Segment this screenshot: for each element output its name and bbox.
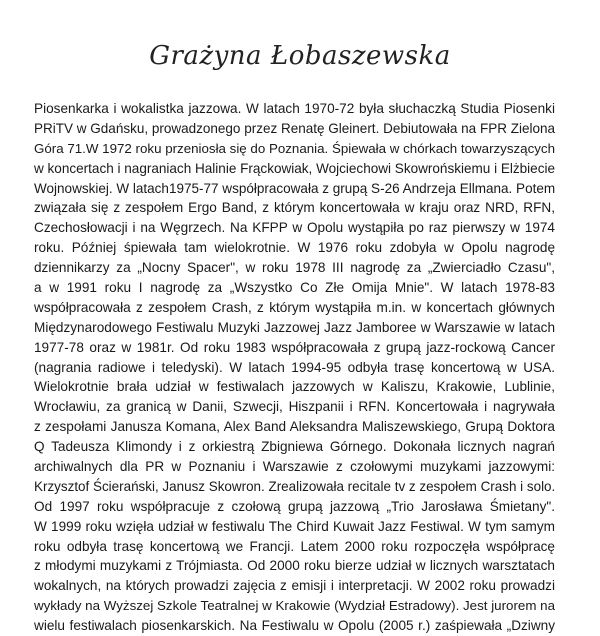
text-line: roku odbyła trasę koncertową we Francji. Latem 2000 roku rozpoczęła współpracę [34, 538, 555, 554]
text-line: wielu festiwalach piosenkarskich. Na Festiwalu w Opolu (2005 r.) zaśpiewała „Dziwny [34, 618, 555, 634]
text-line: Od 1997 roku współpracuje z czołową grupą jazzową „Trio Jarosława Śmietany". [34, 498, 555, 514]
text-line: Wielokrotnie brała udział w festiwalach jazzowych w Kaliszu, Krakowie, Lublinie, [34, 379, 555, 395]
text-line: roku. Później śpiewała tam wielokrotnie. W 1976 roku zdobyła w Opolu nagrodę [34, 240, 555, 256]
text-line: Góra 71.W 1972 roku przeniosła się do Poznania. Śpiewała w chórkach towarzyszących [34, 140, 555, 156]
text-line: Wojnowskiej. W latach1975-77 współpracowała z grupą S-26 Andrzeja Ellmana. Potem [34, 180, 555, 196]
page-title: Grażyna Łobaszewska [149, 41, 451, 71]
text-line: dziennikarzy za „Nocny Spacer", w roku 1978 III nagrodę za „Zwierciadło Czasu", [34, 260, 555, 276]
text-line: Krzysztof Ścierański, Janusz Skowron. Zrealizowała recitale tv z zespołem Crash i solo. [34, 478, 555, 494]
text-line: Q Tadeusza Klimondy i z orkiestrą Zbigniewa Górnego. Dokonała licznych nagrań [34, 439, 555, 455]
text-line: wokalnych, na których prowadzi zajęcia z emisji i interpretacji. W 2002 roku prowadzi [34, 578, 555, 594]
text-line: współpracowała z zespołem Crash, z którym wystąpiła m.in. w koncertach głównych [34, 299, 555, 315]
text-line: a w 1991 roku I nagrodę za „Wszystko Co Złe Omija Mnie". W latach 1978-83 [34, 280, 555, 296]
text-line: z młodymi muzykami z Trójmiasta. Od 2000 roku bierze udział w licznych warsztatach [34, 558, 555, 574]
text-line: Międzynarodowego Festiwalu Muzyki Jazzowej Jazz Jamboree w Warszawie w latach [34, 319, 555, 335]
text-line: (nagrania radiowe i teledyski). W latach 1994-95 odbyła trasę koncertową w USA. [34, 359, 555, 375]
text-line: PRiTV w Gdańsku, prowadzonego przez Renatę Gleinert. Debiutowała na FPR Zielona [34, 120, 555, 136]
text-line: wykłady na Wyższej Szkole Teatralnej w Krakowie (Wydział Estradowy). Jest jurorem na [34, 598, 555, 614]
text-line: w koncertach i nagraniach Halinie Frąckowiak, Wojciechowi Skowrońskiemu i Elżbiecie [34, 160, 555, 176]
text-line: Czechosłowacji i na Węgrzech. Na KFPP w Opolu wystąpiła po raz pierwszy w 1974 [34, 220, 555, 236]
text-line: W 1999 roku wzięła udział w festiwalu The Chird Kuwait Jazz Festiwal. W tym samym [34, 518, 555, 534]
text-line: z zespołami Janusza Komana, Alex Band Aleksandra Maliszewskiego, Grupą Doktora [34, 419, 555, 435]
text-line: Wrocławiu, za granicą w Danii, Szwecji, Hiszpanii i RFN. Koncertowała i nagrywała [34, 399, 555, 415]
text-line: związała się z zespołem Ergo Band, z którym koncertowała w kraju oraz NRD, RFN, [34, 200, 555, 216]
text-line: 1977-78 oraz w 1981r. Od roku 1983 współpracowała z grupą jazz-rockową Cancer [34, 339, 555, 355]
text-line: Piosenkarka i wokalistka jazzowa. W latach 1970-72 była słuchaczką Studia Piosenki [34, 101, 555, 116]
text-line: archiwalnych dla PR w Poznaniu i Warszawie z czołowymi muzykami jazzowymi: [34, 459, 555, 475]
biography-text [34, 99, 555, 636]
